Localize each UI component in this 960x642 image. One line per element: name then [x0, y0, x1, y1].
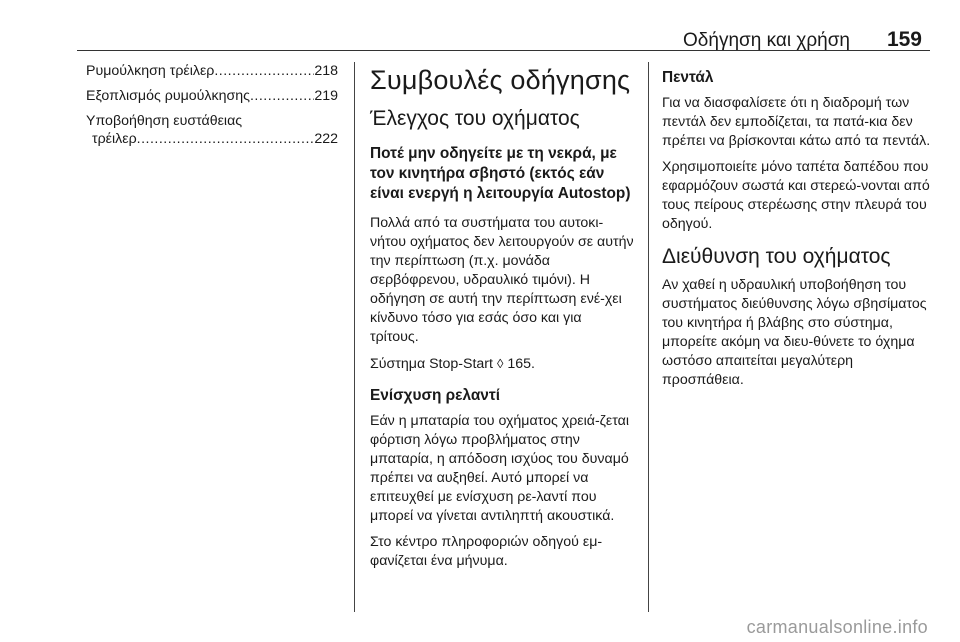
toc-leader-dots: [137, 130, 315, 155]
column-divider: [354, 62, 355, 612]
toc-entry[interactable]: [86, 87, 338, 112]
paragraph: Εάν η μπαταρία του οχήματος χρειά-ζεται φόρτιση λόγω προβλήματος στην μπαταρία, η απόδοση ισχύος του δυναμό πρέπει να αυξηθεί. Αυτό μπορεί να επιτευχθεί με ενίσχυση ρε-λαντί που μπορεί να γίνεται αντιληπτή ακουστικά.: [370, 413, 630, 524]
toc-column: [86, 62, 338, 155]
paragraph: Πολλά από τα συστήματα του αυτοκι-νήτου οχήματος δεν λειτουργούν σε αυτήν την περίπτωση (π.χ. μονάδα σερβόφρενου, υδραυλικό τιμόνι). Η οδήγηση σε αυτή την περίπτωση ενέ-χει κίνδυνο τόσο για εσάς όσο και για τρίτους.: [370, 215, 634, 345]
warning-heading: Ποτέ μην οδηγείτε με τη νεκρά, με τον κινητήρα σβηστό (εκτός εάν είναι ενεργή η λειτουργία Autostop): [370, 145, 631, 202]
toc-entry-label: τρέιλερ: [92, 131, 137, 147]
toc-entry-label: Ρυμούλκηση τρέιλερ: [86, 63, 215, 79]
chapter-title: Συμβουλές οδήγησης: [370, 65, 631, 95]
toc-entry[interactable]: [86, 130, 338, 155]
paragraph: Στο κέντρο πληροφοριών οδηγού εμ-φανίζεται ένα μήνυμα.: [370, 534, 603, 569]
page-number: 159: [886, 28, 922, 51]
paragraph: Χρησιμοποιείτε μόνο ταπέτα δαπέδου που εφαρμόζουν σωστά και στερεώ-νονται από τους πείρους στερέωσης στην πλευρά του οδηγού.: [662, 159, 930, 232]
paragraph: Για να διασφαλίσετε ότι η διαδρομή των πεντάλ δεν εμποδίζεται, τα πατά-κια δεν πρέπει να βρίσκονται κάτω από τα πεντάλ.: [662, 95, 931, 149]
toc-leader-dots: [250, 87, 314, 112]
main-column: [370, 62, 634, 578]
toc-leader-dots: [214, 62, 314, 87]
section-heading: Έλεγχος του οχήματος: [370, 107, 580, 130]
right-column: [662, 62, 932, 397]
page-reference-arrow-icon: ◊: [496, 356, 504, 371]
column-divider: [648, 62, 649, 612]
paragraph: Αν χαθεί η υδραυλική υποβοήθηση του συστήματος διεύθυνσης λόγω σβησίματος του κινητήρα ή βλάβης στο σύστημα, μπορείτε ακόμη να διευ-θύνετε το όχημα ωστόσο απαιτείται μεγαλύτερη προσπάθεια.: [662, 277, 927, 388]
toc-entry-label: Υποβοήθηση ευστάθειας: [86, 113, 243, 129]
cross-reference[interactable]: [370, 354, 634, 374]
section-heading: Διεύθυνση του οχήματος: [662, 245, 891, 268]
subsection-heading: Ενίσχυση ρελαντί: [370, 387, 501, 404]
reference-label: Σύστημα Stop-Start: [370, 356, 493, 372]
toc-entry-page: 222: [314, 131, 338, 147]
subsection-heading: Πεντάλ: [662, 69, 714, 86]
watermark: carmanualsonline.info: [746, 617, 928, 637]
toc-entry-page: 219: [314, 88, 338, 104]
header-title: Οδήγηση και χρήση: [683, 30, 850, 51]
header-rule: [77, 50, 930, 51]
toc-entry[interactable]: [86, 112, 338, 130]
toc-entry-page: 218: [314, 63, 338, 79]
reference-page: 165.: [507, 356, 535, 372]
toc-entry-label: Εξοπλισμός ρυμούλκησης: [86, 88, 250, 104]
toc-entry[interactable]: [86, 62, 338, 87]
